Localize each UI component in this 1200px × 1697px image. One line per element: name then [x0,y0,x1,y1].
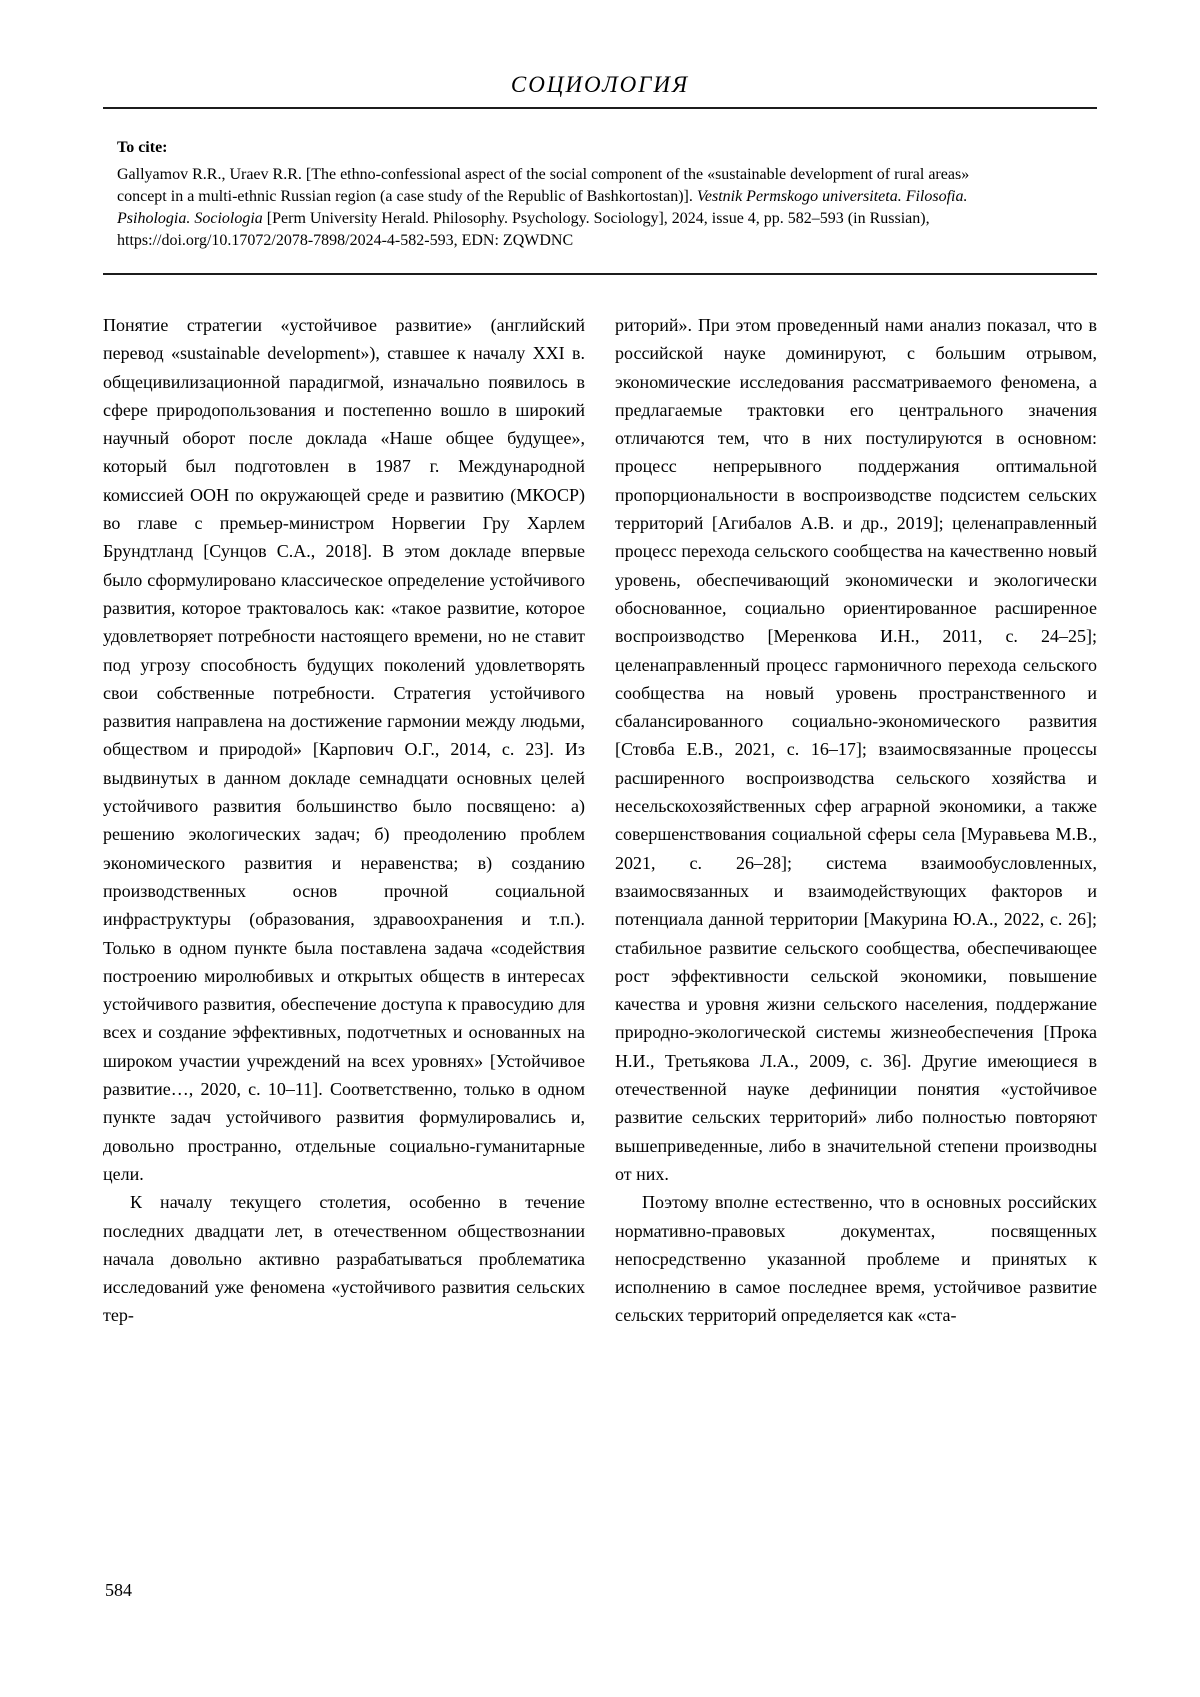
journal-title: Vestnik Permskogo universiteta. Filosofia. Psihologia. Sociologia [117,188,968,227]
paragraph: Понятие стратегии «устойчивое развитие» (английский перевод «sustainable development»), ставшее к началу XXI в. общецивилизационной парадигмой, изначально появилось в сфере природопользования и постепенно вошло в широкий научный оборот после доклада «Наше общее будущее», который был подготовлен в 1987 г. Международной комиссией ООН по окружающей среде и развитию (МКОСР) во главе с премьер-министром Норвегии Гру Харлем Брундтланд [Сунцов С.А., 2018]. В этом докладе впервые было сформулировано классическое определение устойчивого развития, которое трактовалось как: «такое развитие, которое удовлетворяет потребности настоящего времени, но не ставит под угрозу способность будущих поколений удовлетворять свои собственные потребности. Стратегия устойчивого развития направлена на достижение гармонии между людьми, обществом и природой» [Карпович О.Г., 2014, с. 23]. Из выдвинутых в данном докладе семнадцати основных целей устойчивого развития большинство было посвящено: а) решению экологических задач; б) преодолению проблем экономического развития и неравенства; в) созданию производственных основ прочной социальной инфраструктуры (образования, здравоохранения и т.п.). Только в одном пункте была поставлена задача «содействия построению миролюбивых и открытых обществ в интересах устойчивого развития, обеспечение доступа к правосудию для всех и создание эффективных, подотчетных и основанных на широком участии учреждений на всех уровнях» [Устойчивое развитие…, 2020, с. 10–11]. Соответственно, только в одном пункте задач устойчивого развития формулировались и, довольно пространно, отдельные социально-гуманитарные цели. [103,315,585,1184]
paragraph: К началу текущего столетия, особенно в течение последних двадцати лет, в отечественном обществознании начала довольно активно разрабатываться проблематика исследований уже феномена «устойчивого развития сельских тер- [103,1192,585,1326]
doi-link[interactable]: https://doi.org/10.17072/2078-7898/2024-4-582-593 [117,232,454,249]
citation-after-journal: [Perm University Herald. Philosophy. Psychology. Sociology], 2024, issue 4, pp. 582–593 (in Russian), [262,210,930,227]
citation-divider-rule [103,273,1097,275]
citation-edn: , EDN: ZQWDNC [453,232,574,249]
paragraph: риторий». При этом проведенный нами анализ показал, что в российской науке доминируют, с большим отрывом, экономические исследования рассматриваемого феномена, а предлагаемые трактовки его центрального значения отличаются тем, что в них постулируются в основном: процесс непрерывного поддержания оптимальной пропорциональности в воспроизводстве подсистем сельских территорий [Агибалов А.В. и др., 2019]; целенаправленный процесс перехода сельского сообщества на качественно новый уровень, обеспечивающий экономически и экологически обоснованное, социально ориентированное расширенное воспроизводство [Меренкова И.Н., 2011, с. 24–25]; целенаправленный процесс гармоничного перехода сельского сообщества на новый уровень пространственного и сбалансированного социально-экономического развития [Стовба Е.В., 2021, с. 16–17]; взаимосвязанные процессы расширенного воспроизводства сельского хозяйства и несельскохозяйственных сфер аграрной экономики, а также совершенствования социальной сферы села [Муравьева М.В., 2021, с. 26–28]; система взаимообусловленных, взаимосвязанных и взаимодействующих факторов и потенциала данной территории [Макурина Ю.А., 2022, с. 26]; стабильное развитие сельского сообщества, обеспечивающее рост эффективности сельской экономики, повышение качества и уровня жизни сельского населения, поддержание природно-экологической системы жизнеобеспечения [Прока Н.И., Третьякова Л.А., 2009, с. 36]. Другие имеющиеся в отечественной науке дефиниции понятия «устойчивое развитие сельских территорий» либо полностью повторяют вышеприведенные, либо в значительной степени производны от них. [615,315,1097,1184]
right-column [615,311,1097,1330]
citation-block [103,139,1097,252]
citation-text [117,164,999,252]
body-columns [103,311,1097,1330]
to-cite-label: To cite: [117,139,168,156]
page-number: 584 [105,1580,132,1600]
left-column [103,311,585,1330]
paragraph: Поэтому вполне естественно, что в основных российских нормативно-правовых документах, посвященных непосредственно указанной проблеме и принятых к исполнению в самое последнее время, устойчивое развитие сельских территорий определяется как «ста- [615,1192,1097,1326]
section-header: СОЦИОЛОГИЯ [510,72,690,97]
header-divider-rule [103,107,1097,109]
citation-before-journal: Gallyamov R.R., Uraev R.R. [The ethno-confessional aspect of the social component of the «sustainable development of rural areas» concept in a multi-ethnic Russian region (a case study of the Republic of Bashkortostan)]. [117,166,970,205]
